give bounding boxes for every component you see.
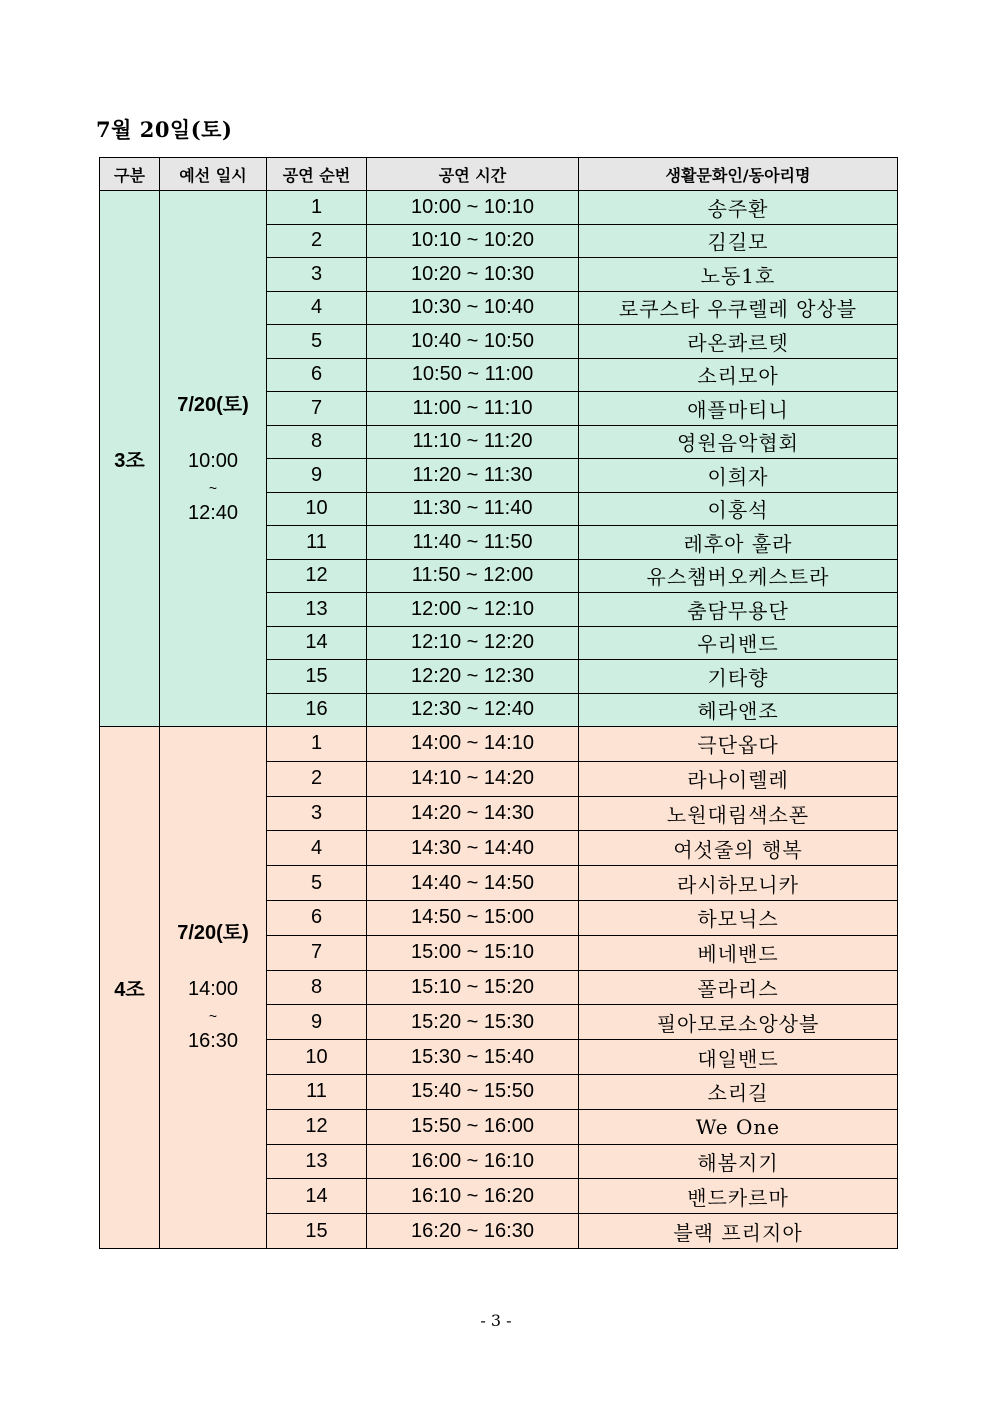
club-name: 이홍석 bbox=[579, 492, 898, 526]
club-name: 블랙 프리지아 bbox=[579, 1214, 898, 1249]
performance-time: 12:10 ~ 12:20 bbox=[367, 626, 579, 660]
performance-order: 3 bbox=[267, 796, 367, 831]
group-label: 4조 bbox=[100, 727, 160, 1249]
header-row bbox=[100, 158, 898, 191]
club-name: 우리밴드 bbox=[579, 626, 898, 660]
performance-order: 10 bbox=[267, 492, 367, 526]
prelim-start-time: 10:00 bbox=[187, 449, 239, 472]
performance-order: 1 bbox=[267, 191, 367, 225]
table-row bbox=[100, 727, 898, 762]
performance-order: 16 bbox=[267, 693, 367, 727]
performance-time: 14:30 ~ 14:40 bbox=[367, 831, 579, 866]
performance-order: 14 bbox=[267, 1179, 367, 1214]
performance-time: 15:20 ~ 15:30 bbox=[367, 1005, 579, 1040]
club-name: 노원대림색소폰 bbox=[579, 796, 898, 831]
performance-time: 12:30 ~ 12:40 bbox=[367, 693, 579, 727]
prelim-datetime bbox=[160, 727, 267, 1249]
club-name: 기타향 bbox=[579, 660, 898, 694]
performance-order: 14 bbox=[267, 626, 367, 660]
performance-order: 12 bbox=[267, 559, 367, 593]
performance-time: 15:40 ~ 15:50 bbox=[367, 1074, 579, 1109]
prelim-tilde: ~ bbox=[208, 479, 218, 496]
performance-time: 10:30 ~ 10:40 bbox=[367, 291, 579, 325]
performance-order: 11 bbox=[267, 1074, 367, 1109]
performance-time: 11:30 ~ 11:40 bbox=[367, 492, 579, 526]
prelim-end-time: 16:30 bbox=[187, 1030, 239, 1053]
performance-time: 10:40 ~ 10:50 bbox=[367, 325, 579, 359]
club-name: 애플마티니 bbox=[579, 392, 898, 426]
club-name: 노동1호 bbox=[579, 258, 898, 292]
club-name: 여섯줄의 행복 bbox=[579, 831, 898, 866]
performance-order: 4 bbox=[267, 291, 367, 325]
club-name: 레후아 훌라 bbox=[579, 526, 898, 560]
club-name: 소리모아 bbox=[579, 358, 898, 392]
club-name: 라나이렐레 bbox=[579, 761, 898, 796]
club-name: 김길모 bbox=[579, 224, 898, 258]
performance-time: 10:20 ~ 10:30 bbox=[367, 258, 579, 292]
table-row bbox=[100, 191, 898, 225]
performance-time: 14:50 ~ 15:00 bbox=[367, 900, 579, 935]
performance-time: 10:10 ~ 10:20 bbox=[367, 224, 579, 258]
performance-time: 14:10 ~ 14:20 bbox=[367, 761, 579, 796]
club-name: 해봄지기 bbox=[579, 1144, 898, 1179]
performance-order: 6 bbox=[267, 900, 367, 935]
club-name: 필아모로소앙상블 bbox=[579, 1005, 898, 1040]
performance-time: 12:00 ~ 12:10 bbox=[367, 593, 579, 627]
performance-time: 16:20 ~ 16:30 bbox=[367, 1214, 579, 1249]
performance-time: 10:00 ~ 10:10 bbox=[367, 191, 579, 225]
club-name: 춤담무용단 bbox=[579, 593, 898, 627]
performance-order: 5 bbox=[267, 866, 367, 901]
performance-order: 7 bbox=[267, 392, 367, 426]
club-name: 하모닉스 bbox=[579, 900, 898, 935]
header-prelim-date: 예선 일시 bbox=[160, 158, 267, 191]
performance-order: 8 bbox=[267, 425, 367, 459]
club-name: We One bbox=[579, 1109, 898, 1144]
performance-time: 16:00 ~ 16:10 bbox=[367, 1144, 579, 1179]
performance-order: 12 bbox=[267, 1109, 367, 1144]
performance-time: 14:40 ~ 14:50 bbox=[367, 866, 579, 901]
performance-time: 15:00 ~ 15:10 bbox=[367, 935, 579, 970]
prelim-end-time: 12:40 bbox=[187, 501, 239, 524]
performance-order: 9 bbox=[267, 1005, 367, 1040]
performance-order: 1 bbox=[267, 727, 367, 762]
performance-order: 11 bbox=[267, 526, 367, 560]
performance-time: 11:00 ~ 11:10 bbox=[367, 392, 579, 426]
performance-order: 2 bbox=[267, 224, 367, 258]
header-order: 공연 순번 bbox=[267, 158, 367, 191]
club-name: 베네밴드 bbox=[579, 935, 898, 970]
performance-order: 4 bbox=[267, 831, 367, 866]
prelim-tilde: ~ bbox=[208, 1008, 218, 1025]
performance-time: 11:40 ~ 11:50 bbox=[367, 526, 579, 560]
performance-order: 2 bbox=[267, 761, 367, 796]
club-name: 라온콰르텟 bbox=[579, 325, 898, 359]
club-name: 밴드카르마 bbox=[579, 1179, 898, 1214]
performance-time: 15:50 ~ 16:00 bbox=[367, 1109, 579, 1144]
performance-time: 15:30 ~ 15:40 bbox=[367, 1040, 579, 1075]
club-name: 유스챔버오케스트라 bbox=[579, 559, 898, 593]
performance-order: 10 bbox=[267, 1040, 367, 1075]
prelim-start-time: 14:00 bbox=[187, 978, 239, 1001]
club-name: 헤라앤조 bbox=[579, 693, 898, 727]
performance-order: 15 bbox=[267, 660, 367, 694]
header-group: 구분 bbox=[100, 158, 160, 191]
performance-time: 16:10 ~ 16:20 bbox=[367, 1179, 579, 1214]
performance-time: 11:50 ~ 12:00 bbox=[367, 559, 579, 593]
page-number: - 3 - bbox=[480, 1311, 512, 1330]
club-name: 대일밴드 bbox=[579, 1040, 898, 1075]
prelim-datetime bbox=[160, 191, 267, 727]
performance-order: 7 bbox=[267, 935, 367, 970]
club-name: 송주환 bbox=[579, 191, 898, 225]
schedule-table bbox=[99, 157, 898, 1249]
club-name: 이희자 bbox=[579, 459, 898, 493]
performance-order: 5 bbox=[267, 325, 367, 359]
club-name: 폴라리스 bbox=[579, 970, 898, 1005]
performance-time: 11:20 ~ 11:30 bbox=[367, 459, 579, 493]
performance-order: 15 bbox=[267, 1214, 367, 1249]
performance-time: 15:10 ~ 15:20 bbox=[367, 970, 579, 1005]
club-name: 라시하모니카 bbox=[579, 866, 898, 901]
group-label: 3조 bbox=[100, 191, 160, 727]
performance-order: 3 bbox=[267, 258, 367, 292]
performance-order: 9 bbox=[267, 459, 367, 493]
header-time: 공연 시간 bbox=[367, 158, 579, 191]
performance-order: 13 bbox=[267, 1144, 367, 1179]
prelim-date: 7/20(토) bbox=[177, 393, 249, 416]
performance-time: 11:10 ~ 11:20 bbox=[367, 425, 579, 459]
header-club-name: 생활문화인/동아리명 bbox=[579, 158, 898, 191]
performance-time: 12:20 ~ 12:30 bbox=[367, 660, 579, 694]
club-name: 극단옵다 bbox=[579, 727, 898, 762]
club-name: 영원음악협회 bbox=[579, 425, 898, 459]
performance-time: 14:20 ~ 14:30 bbox=[367, 796, 579, 831]
club-name: 소리길 bbox=[579, 1074, 898, 1109]
club-name: 로쿠스타 우쿠렐레 앙상블 bbox=[579, 291, 898, 325]
performance-order: 8 bbox=[267, 970, 367, 1005]
performance-time: 14:00 ~ 14:10 bbox=[367, 727, 579, 762]
performance-order: 6 bbox=[267, 358, 367, 392]
page-title: 7월 20일(토) bbox=[96, 117, 233, 142]
performance-time: 10:50 ~ 11:00 bbox=[367, 358, 579, 392]
performance-order: 13 bbox=[267, 593, 367, 627]
prelim-date: 7/20(토) bbox=[177, 922, 249, 945]
